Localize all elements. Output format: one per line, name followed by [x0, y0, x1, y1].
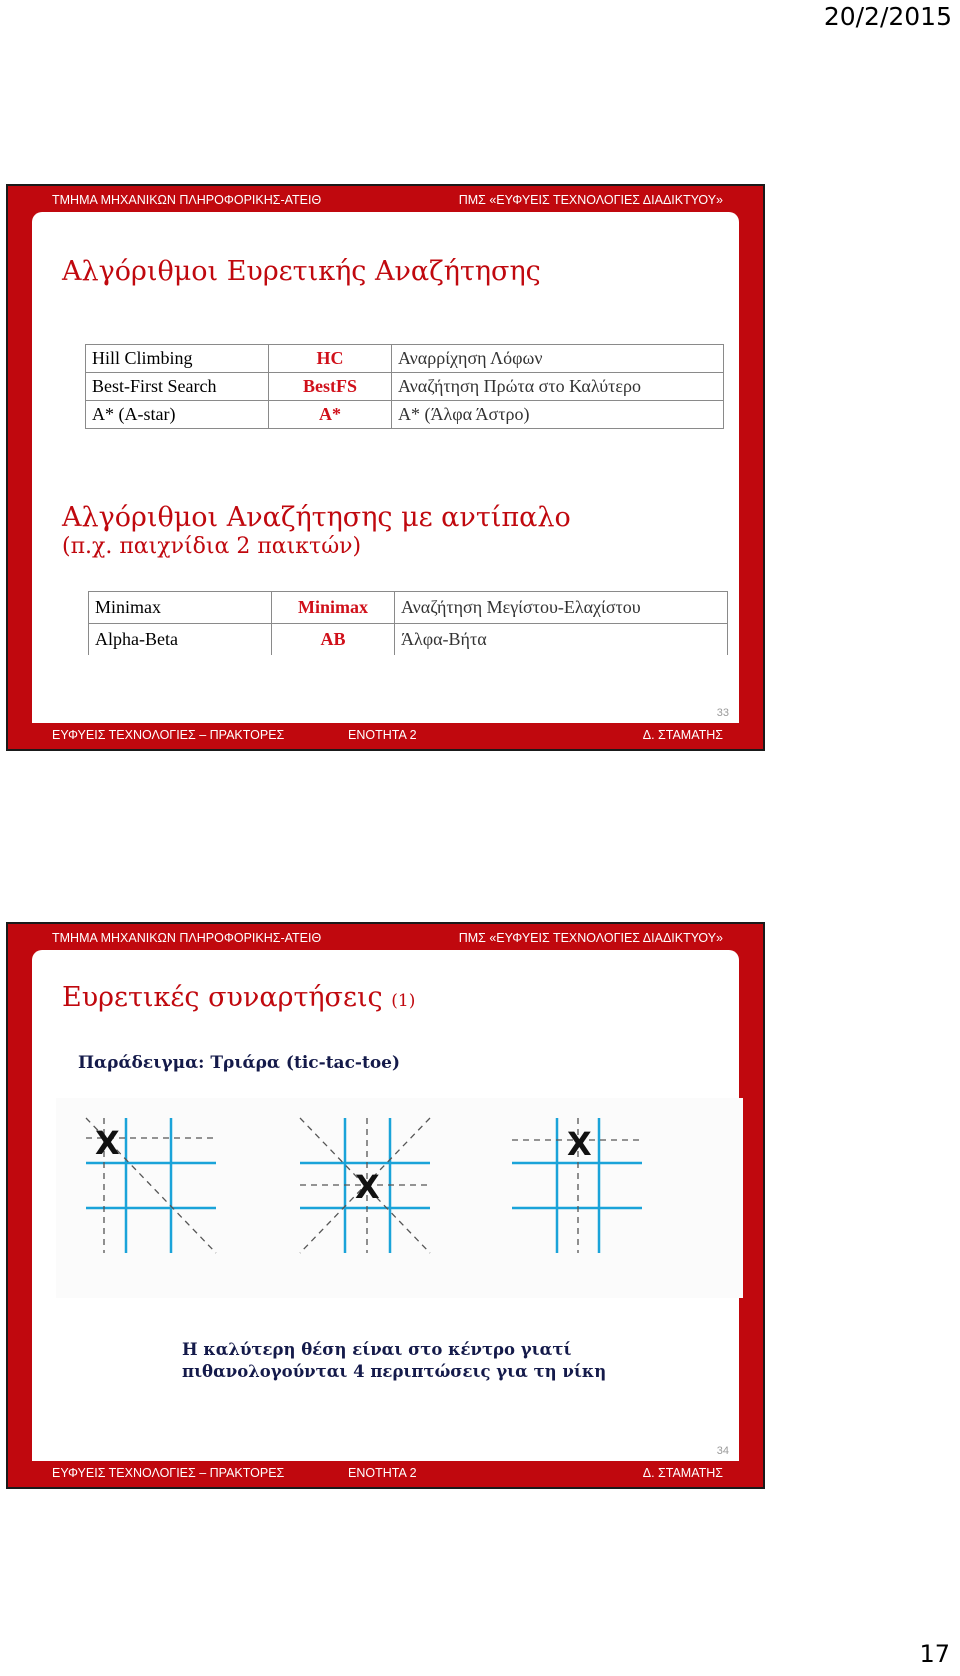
algorithm-name: Minimax [89, 592, 272, 624]
x-mark-corner: X [95, 1124, 120, 1162]
adversarial-algorithms-table [88, 591, 728, 655]
algorithm-name: Alpha-Beta [89, 624, 272, 656]
caption-line-2: πιθανολογούνται 4 περιπτώσεις για τη νίκη [182, 1362, 607, 1381]
page-number: 17 [919, 1640, 950, 1668]
table-row [89, 592, 728, 624]
slide-footer-mid: ΕΝΟΤΗΤΑ 2 [348, 728, 417, 742]
algorithm-abbr: BestFS [269, 373, 392, 401]
algorithm-abbr: HC [269, 345, 392, 373]
heuristic-algorithms-table [85, 344, 724, 429]
x-mark-center: X [355, 1168, 380, 1206]
table-row [89, 624, 728, 656]
algorithm-greek: Αναζήτηση Πρώτα στο Καλύτερο [392, 373, 724, 401]
table-row [86, 345, 724, 373]
slide-title-suffix: (1) [391, 991, 416, 1011]
slide-header-right: ΠΜΣ «ΕΥΦΥΕΙΣ ΤΕΧΝΟΛΟΓΙΕΣ ΔΙΑΔΙΚΤΥΟΥ» [458, 931, 723, 945]
example-subtitle: Παράδειγμα: Τριάρα (tic-tac-toe) [78, 1053, 401, 1073]
algorithm-greek: Άλφα-Βήτα [395, 624, 728, 656]
slide-content [32, 950, 739, 1461]
algorithm-name: A* (A-star) [86, 401, 269, 429]
caption-line-1: Η καλύτερη θέση είναι στο κέντρο γιατί [182, 1340, 572, 1359]
board-corner [86, 1118, 216, 1253]
slide-footer-mid: ΕΝΟΤΗΤΑ 2 [348, 1466, 417, 1480]
slide-title-text: Ευρετικές συναρτήσεις [62, 982, 383, 1013]
algorithm-abbr: AB [272, 624, 395, 656]
slide-footer-right: Δ. ΣΤΑΜΑΤΗΣ [642, 728, 723, 742]
algorithm-name: Best-First Search [86, 373, 269, 401]
slide-33 [6, 184, 765, 751]
tic-tac-toe-boards [56, 1098, 743, 1298]
slide-footer-left: ΕΥΦΥΕΙΣ ΤΕΧΝΟΛΟΓΙΕΣ – ΠΡΑΚΤΟΡΕΣ [52, 728, 285, 742]
slide-34 [6, 922, 765, 1489]
slide-header-left: ΤΜΗΜΑ ΜΗΧΑΝΙΚΩΝ ΠΛΗΡΟΦΟΡΙΚΗΣ-ΑΤΕΙΘ [52, 193, 322, 207]
table-row [86, 401, 724, 429]
x-mark-edge: X [567, 1125, 592, 1163]
slide-number: 34 [716, 1445, 729, 1457]
table-row [86, 373, 724, 401]
slide-content [32, 212, 739, 723]
adversarial-title: Αλγόριθμοι Αναζήτησης με αντίπαλο [62, 502, 571, 533]
board-edge [512, 1118, 642, 1253]
slide-title [62, 982, 415, 1013]
algorithm-greek: Αναρρίχηση Λόφων [392, 345, 724, 373]
slide-header-left: ΤΜΗΜΑ ΜΗΧΑΝΙΚΩΝ ΠΛΗΡΟΦΟΡΙΚΗΣ-ΑΤΕΙΘ [52, 931, 322, 945]
page-date: 20/2/2015 [823, 2, 952, 31]
slide-header-right: ΠΜΣ «ΕΥΦΥΕΙΣ ΤΕΧΝΟΛΟΓΙΕΣ ΔΙΑΔΙΚΤΥΟΥ» [458, 193, 723, 207]
boards-illustration [56, 1098, 743, 1298]
algorithm-greek: Αναζήτηση Μεγίστου-Ελαχίστου [395, 592, 728, 624]
slide-title: Αλγόριθμοι Ευρετικής Αναζήτησης [62, 256, 541, 287]
board-center [300, 1118, 430, 1253]
slide-footer-right: Δ. ΣΤΑΜΑΤΗΣ [642, 1466, 723, 1480]
adversarial-subtitle: (π.χ. παιχνίδια 2 παικτών) [62, 534, 362, 559]
algorithm-greek: A* (Άλφα Άστρο) [392, 401, 724, 429]
algorithm-abbr: A* [269, 401, 392, 429]
algorithm-abbr: Minimax [272, 592, 395, 624]
slide-footer-left: ΕΥΦΥΕΙΣ ΤΕΧΝΟΛΟΓΙΕΣ – ΠΡΑΚΤΟΡΕΣ [52, 1466, 285, 1480]
algorithm-name: Hill Climbing [86, 345, 269, 373]
slide-number: 33 [716, 707, 729, 719]
